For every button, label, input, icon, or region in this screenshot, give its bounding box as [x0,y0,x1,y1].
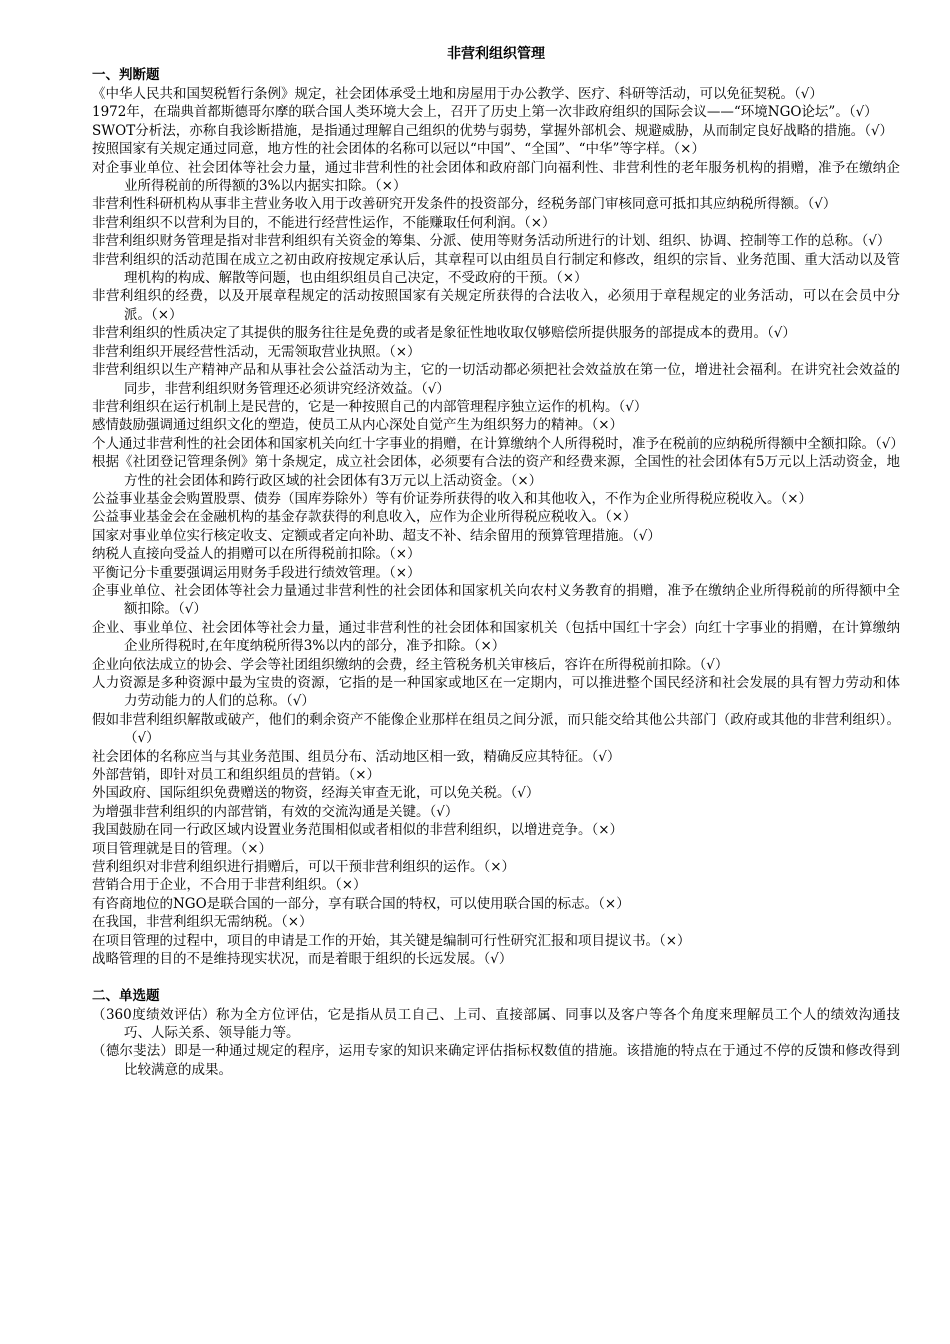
list-item: 为增强非营利组织的内部营销，有效的交流沟通是关键。（√） [92,803,459,820]
list-item: 国家对事业单位实行核定收支、定额或者定向补助、超支不补、结余留用的预算管理措施。（√） [92,527,661,544]
list-item: 非营利组织的活动范围在成立之初由政府按规定承认后，其章程可以由组员自行制定和修改，组织的宗旨、业务范围、重大活动以及管理机构的构成、解散等问题，也由组织组员自己决定，不受政府的干预。（×） [92,251,900,287]
list-item: 1972年，在瑞典首都斯德哥尔摩的联合国人类环境大会上，召开了历史上第一次非政府组织的国际会议——“环境NGO论坛”。（√） [92,104,878,121]
list-item: 纳税人直接向受益人的捐赠可以在所得税前扣除。（×） [92,546,421,563]
list-item: 非营利组织的性质决定了其提供的服务往往是免费的或者是象征性地收取仅够赔偿所提供服务的部提成本的费用。（√） [92,325,796,342]
list-item: 假如非营利组织解散或破产，他们的剩余资产不能像企业那样在组员之间分派，而只能交给其他公共部门（政府或其他的非营利组织）。（√） [92,711,900,747]
list-item: 非营利性科研机构从事非主营业务收入用于改善研究开发条件的投资部分，经税务部门审核同意可抵扣其应纳税所得额。（√） [92,196,837,213]
list-item: （360度绩效评估）称为全方位评估，它是指从员工自己、上司、直接部属、同事以及客户等各个角度来理解员工个人的绩效沟通技巧、人际关系、领导能力等。 [92,1006,900,1041]
list-item: 社会团体的名称应当与其业务范围、组员分布、活动地区相一致，精确反应其特征。（√） [92,748,621,765]
list-item: 非营利组织以生产精神产品和从事社会公益活动为主，它的一切活动都必须把社会效益放在第一位，增进社会福利。在讲究社会效益的同步，非营利组织财务管理还必须讲究经济效益。（√） [92,362,900,397]
list-item: 项目管理就是目的管理。（×） [92,840,273,857]
document-page [92,44,904,1079]
list-item: 有咨商地位的NGO是联合国的一部分，享有联合国的特权，可以使用联合国的标志。（×） [92,895,630,912]
section-heading: 二、单选题 [92,987,160,1004]
list-item: 我国鼓励在同一行政区域内设置业务范围相似或者相似的非营利组织，以增进竞争。（×） [92,822,624,839]
list-item: 企业向依法成立的协会、学会等社团组织缴纳的会费，经主管税务机关审核后，容许在所得税前扣除。（√） [92,656,729,673]
list-item: 按照国家有关规定通过同意，地方性的社会团体的名称可以冠以“中国”、“全国”、“中华”等字样。（×） [92,141,705,158]
section-single-choice [92,987,900,1080]
list-item: 非营利组织在运行机制上是民营的，它是一种按照自己的内部管理程序独立运作的机构。（√） [92,398,648,415]
section-heading: 一、判断题 [92,67,160,83]
list-item: （德尔斐法）即是一种通过规定的程序，运用专家的知识来确定评估指标权数值的措施。该措施的特点在于通过不停的反馈和修改得到比较满意的成果。 [92,1043,900,1078]
list-item: 《中华人民共和国契税暂行条例》规定，社会团体承受土地和房屋用于办公教学、医疗、科研等活动，可以免征契税。（√） [92,86,823,102]
list-item: 根据《社团登记管理条例》第十条规定，成立社会团体，必须要有合法的资产和经费来源，全国性的社会团体有5万元以上活动资金，地方性的社会团体和跨行政区域的社会团体有3万元以上活动资金。（×） [92,454,900,489]
list-item: 非营利组织财务管理是指对非营利组织有关资金的筹集、分派、使用等财务活动所进行的计划、组织、协调、控制等工作的总称。（√） [92,233,891,250]
list-item: 个人通过非营利性的社会团体和国家机关向红十字事业的捐赠，在计算缴纳个人所得税时，准予在税前的应纳税所得额中全额扣除。（√） [92,435,904,452]
list-item: 公益事业基金会购置股票、债券（国库券除外）等有价证券所获得的收入和其他收入，不作为企业所得税应税收入。（×） [92,490,813,507]
list-item: 战略管理的目的不是维持现实状况，而是着眼于组织的长远发展。（√） [92,951,513,968]
list-item: 平衡记分卡重要强调运用财务手段进行绩效管理。（×） [92,564,421,581]
list-item: 对企事业单位、社会团体等社会力量，通过非营利性的社会团体和政府部门向福利性、非营利性的老年服务机构的捐赠，准予在缴纳企业所得税前的所得额的3%以内据实扣除。（×） [92,159,900,195]
list-item: 外国政府、国际组织免费赠送的物资，经海关审查无讹，可以免关税。（√） [92,785,540,802]
list-item: 人力资源是多种资源中最为宝贵的资源，它指的是一种国家或地区在一定期内，可以推进整个国民经济和社会发展的具有智力劳动和体力劳动能力的人们的总称。（√） [92,675,900,710]
list-item: 公益事业基金会在金融机构的基金存款获得的利息收入，应作为企业所得税应税收入。（×） [92,509,637,526]
section-spacer [92,969,900,987]
list-item: 企事业单位、社会团体等社会力量通过非营利性的社会团体和国家机关向农村义务教育的捐赠，准予在缴纳企业所得税前的所得额中全额扣除。（√） [92,582,900,618]
list-item: 在项目管理的过程中，项目的申请是工作的开始，其关键是编制可行性研究汇报和项目提议书。（×） [92,932,691,949]
section-judgment [92,66,904,969]
list-item: 非营利组织不以营利为目的，不能进行经营性运作，不能赚取任何利润。（×） [92,214,556,231]
judgment-list [92,85,904,969]
list-item: 非营利组织的经费，以及开展章程规定的活动按照国家有关规定所获得的合法收入，必须用于章程规定的业务活动，可以在会员中分派。（×） [92,288,900,323]
single-choice-list [92,1006,900,1080]
list-item: 外部营销，即针对员工和组织组员的营销。（×） [92,767,381,784]
document-title: 非营利组织管理 [447,46,545,62]
list-item: 非营利组织开展经营性活动，无需领取营业执照。（×） [92,343,421,360]
list-item: 营利组织对非营利组织进行捐赠后，可以干预非营利组织的运作。（×） [92,859,516,876]
list-item: 感情鼓励强调通过组织文化的塑造，使员工从内心深处自觉产生为组织努力的精神。（×） [92,417,624,434]
list-item: 营销合用于企业，不合用于非营利组织。（×） [92,877,367,894]
list-item: 企业、事业单位、社会团体等社会力量，通过非营利性的社会团体和国家机关（包括中国红十字会）向红十字事业的捐赠，在计算缴纳企业所得税时,在年度纳税所得3%以内的部分，准予扣除。（×） [92,619,900,655]
list-item: 在我国，非营利组织无需纳税。（×） [92,914,313,931]
list-item: SWOT分析法，亦称自我诊断措施，是指通过理解自己组织的优势与弱势，掌握外部机会、规避威胁，从而制定良好战略的措施。（√） [92,122,894,139]
